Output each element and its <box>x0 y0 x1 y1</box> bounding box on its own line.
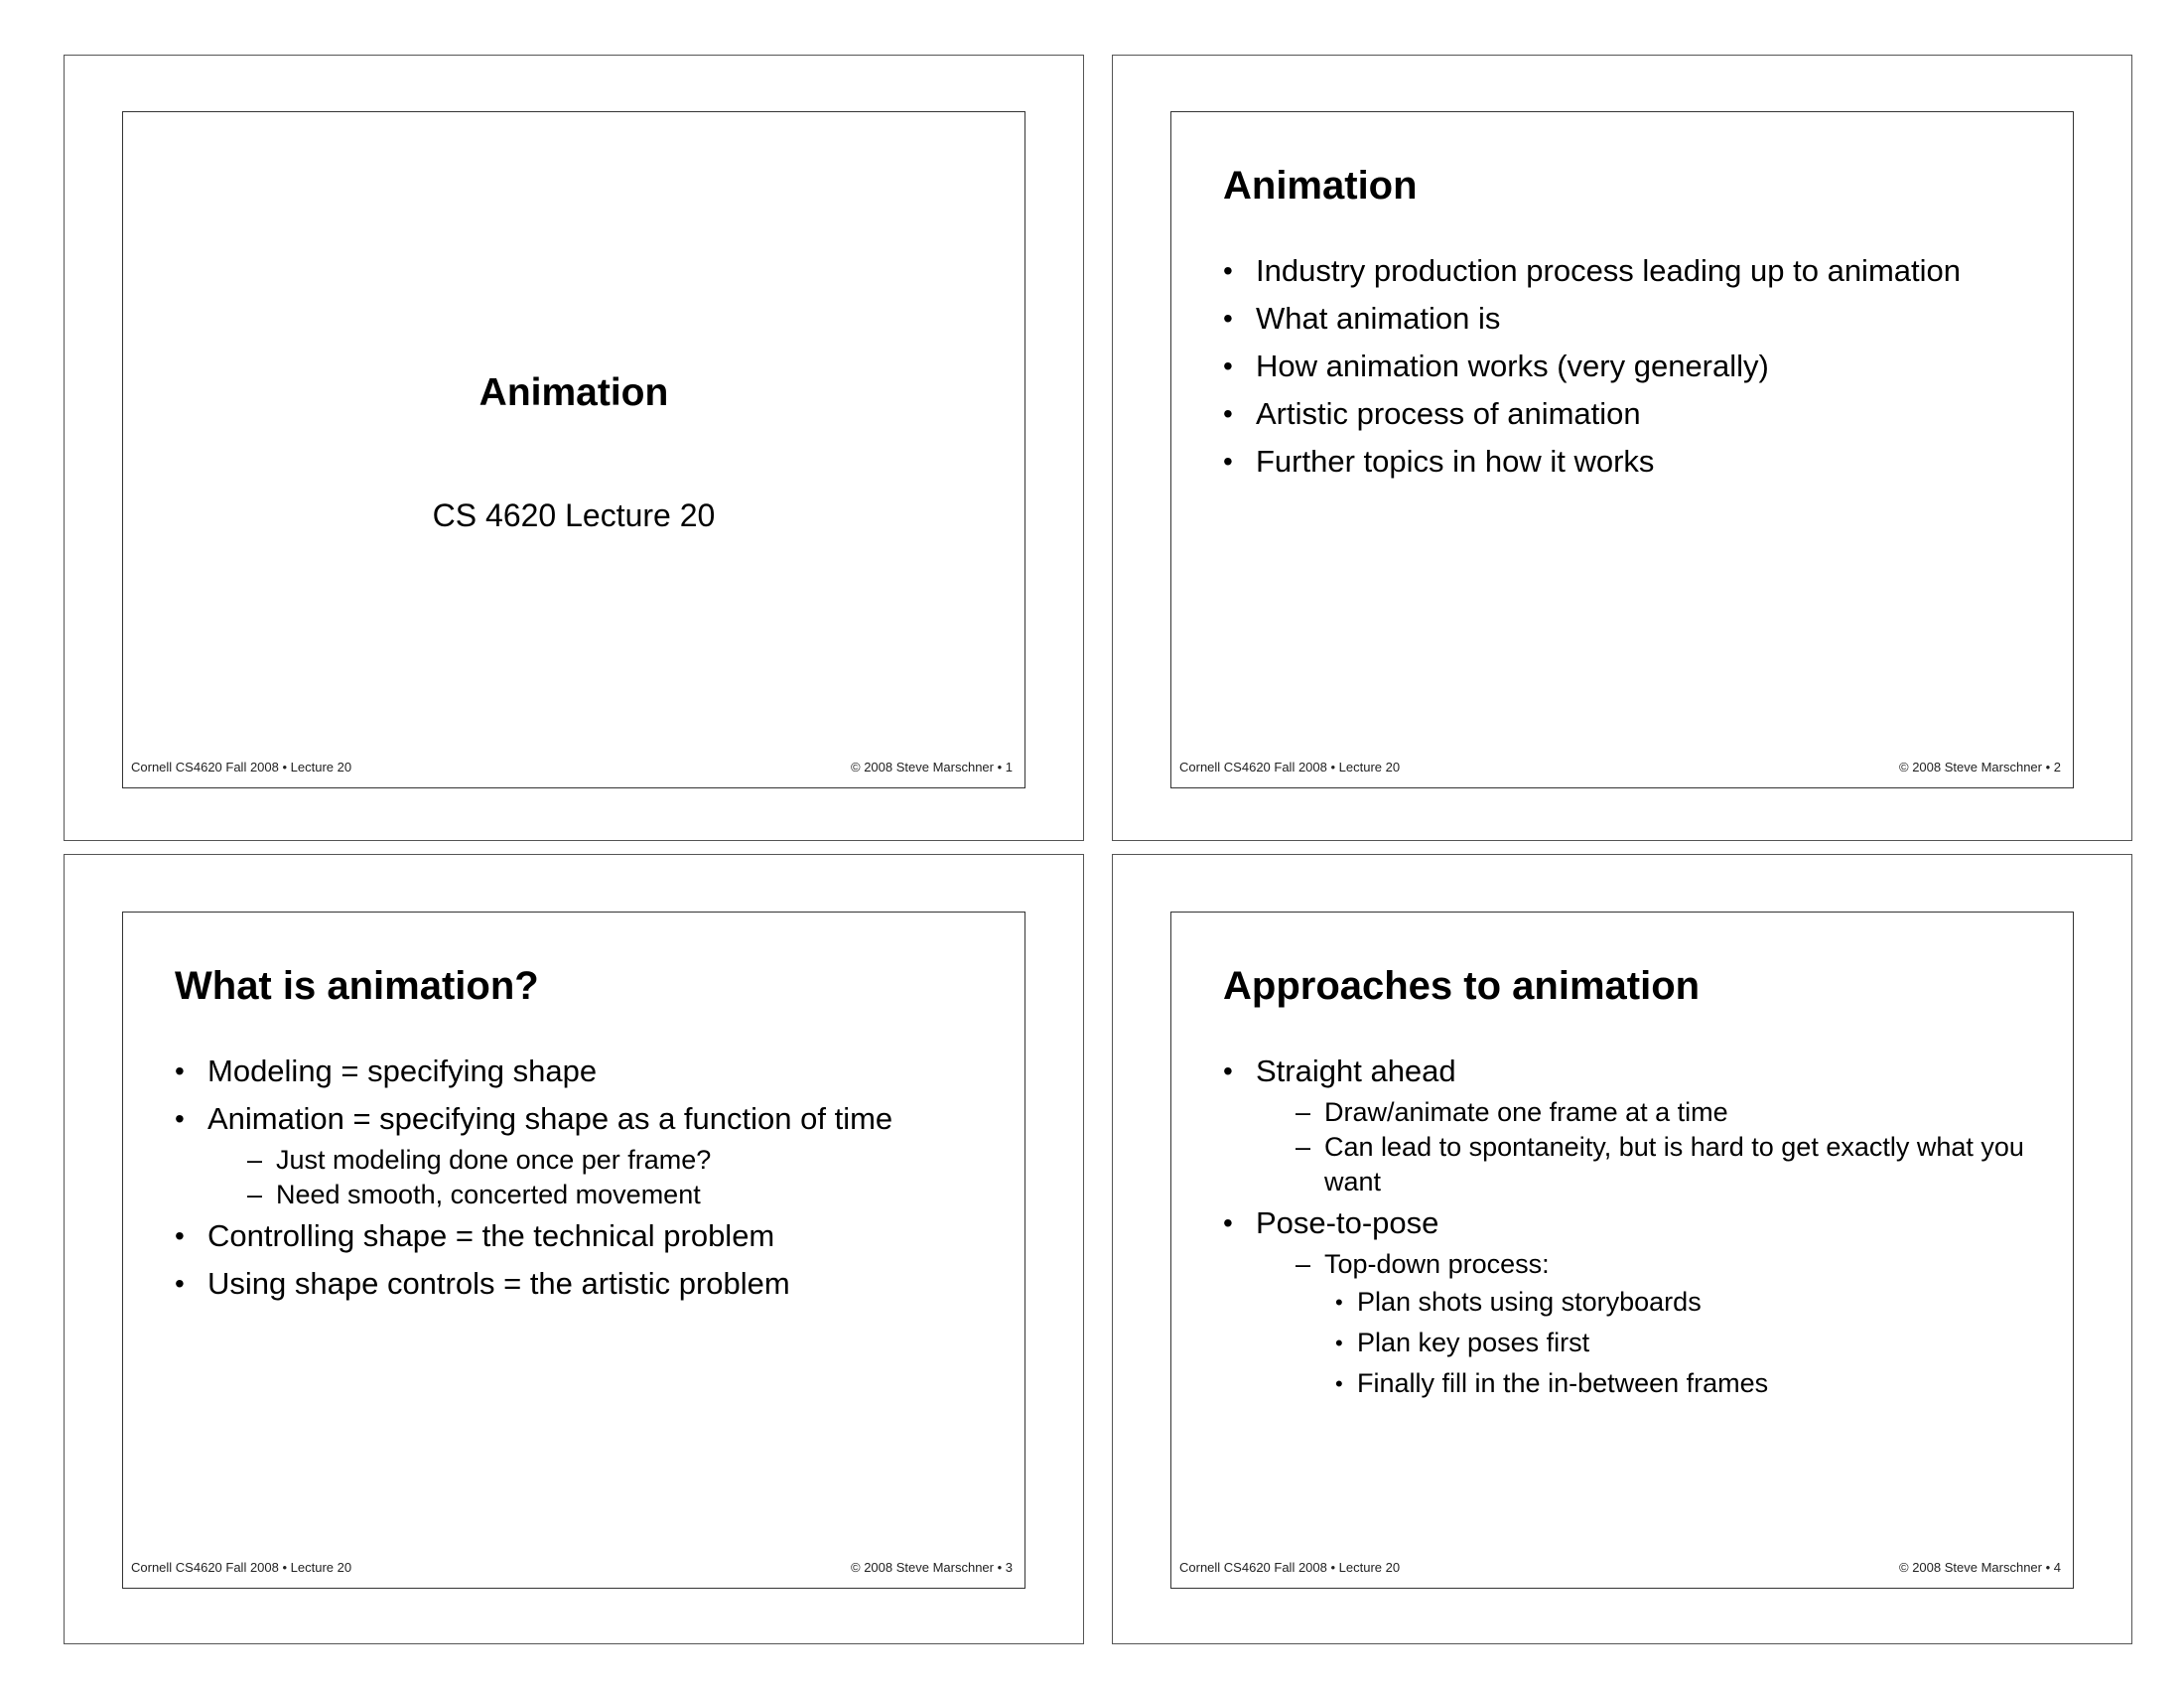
slide-subtitle: CS 4620 Lecture 20 <box>432 497 716 533</box>
slide-footer-left: Cornell CS4620 Fall 2008 • Lecture 20 <box>131 1560 352 1575</box>
sub-sub-bullet-item: • Plan key poses first <box>1335 1323 2053 1363</box>
page-cell-2 <box>1112 55 2132 841</box>
bullet-item: • Using shape controls = the artistic problem <box>175 1260 1005 1308</box>
slide-footer-left: Cornell CS4620 Fall 2008 • Lecture 20 <box>1179 1560 1401 1575</box>
sub-sub-bullet-item: • Finally fill in the in-between frames <box>1335 1363 2053 1404</box>
bullet-item: • Artistic process of animation <box>1223 390 2053 438</box>
sub-sub-bullet-list <box>1256 1282 2053 1404</box>
bullet-text: Animation = specifying shape as a function of time <box>207 1101 893 1136</box>
slide-2[interactable] <box>1170 111 2074 788</box>
slide-footer-right: © 2008 Steve Marschner • 2 <box>1899 760 2061 774</box>
slide-title: Animation <box>478 371 669 414</box>
bullet-list <box>1223 1048 2053 1404</box>
slide-footer-left: Cornell CS4620 Fall 2008 • Lecture 20 <box>131 760 352 774</box>
slide-footer-left: Cornell CS4620 Fall 2008 • Lecture 20 <box>1179 760 1401 774</box>
page-cell-3 <box>64 854 1084 1644</box>
bullet-text: Pose-to-pose <box>1256 1205 1439 1240</box>
bullet-item: • Modeling = specifying shape <box>175 1048 1005 1095</box>
sub-bullet-item: – Need smooth, concerted movement <box>247 1178 1005 1212</box>
slide-4[interactable] <box>1170 912 2074 1589</box>
sub-bullet-item: – Just modeling done once per frame? <box>247 1143 1005 1178</box>
bullet-item: • Industry production process leading up to animation <box>1223 247 2053 295</box>
bullet-item: • Further topics in how it works <box>1223 438 2053 486</box>
slide-3[interactable] <box>122 912 1025 1589</box>
bullet-item: • What animation is <box>1223 295 2053 343</box>
page-cell-1 <box>64 55 1084 841</box>
slide-footer-right: © 2008 Steve Marschner • 1 <box>851 760 1013 774</box>
slide-footer-right: © 2008 Steve Marschner • 3 <box>851 1560 1013 1575</box>
bullet-item: • Controlling shape = the technical problem <box>175 1212 1005 1260</box>
slide-title: What is animation? <box>175 964 539 1008</box>
slide-title: Animation <box>1223 164 1418 208</box>
bullet-list <box>1223 247 2053 486</box>
page-cell-4 <box>1112 854 2132 1644</box>
bullet-list <box>175 1048 1005 1308</box>
bullet-item <box>1223 1199 2053 1404</box>
slide-footer-right: © 2008 Steve Marschner • 4 <box>1899 1560 2061 1575</box>
sub-bullet-list <box>1256 1095 2053 1199</box>
sub-bullet-list <box>1256 1247 2053 1282</box>
sub-bullet-list <box>207 1143 1005 1212</box>
bullet-item <box>175 1095 1005 1212</box>
slide-1[interactable] <box>122 111 1025 788</box>
sub-sub-bullet-item: • Plan shots using storyboards <box>1335 1282 2053 1323</box>
bullet-item: • How animation works (very generally) <box>1223 343 2053 390</box>
sub-bullet-item: – Can lead to spontaneity, but is hard to get exactly what you want <box>1296 1130 2053 1199</box>
bullet-text: Straight ahead <box>1256 1054 1456 1088</box>
slide-title: Approaches to animation <box>1223 964 1701 1008</box>
sub-bullet-item: – Top-down process: <box>1296 1247 2053 1282</box>
bullet-item <box>1223 1048 2053 1199</box>
sub-bullet-item: – Draw/animate one frame at a time <box>1296 1095 2053 1130</box>
